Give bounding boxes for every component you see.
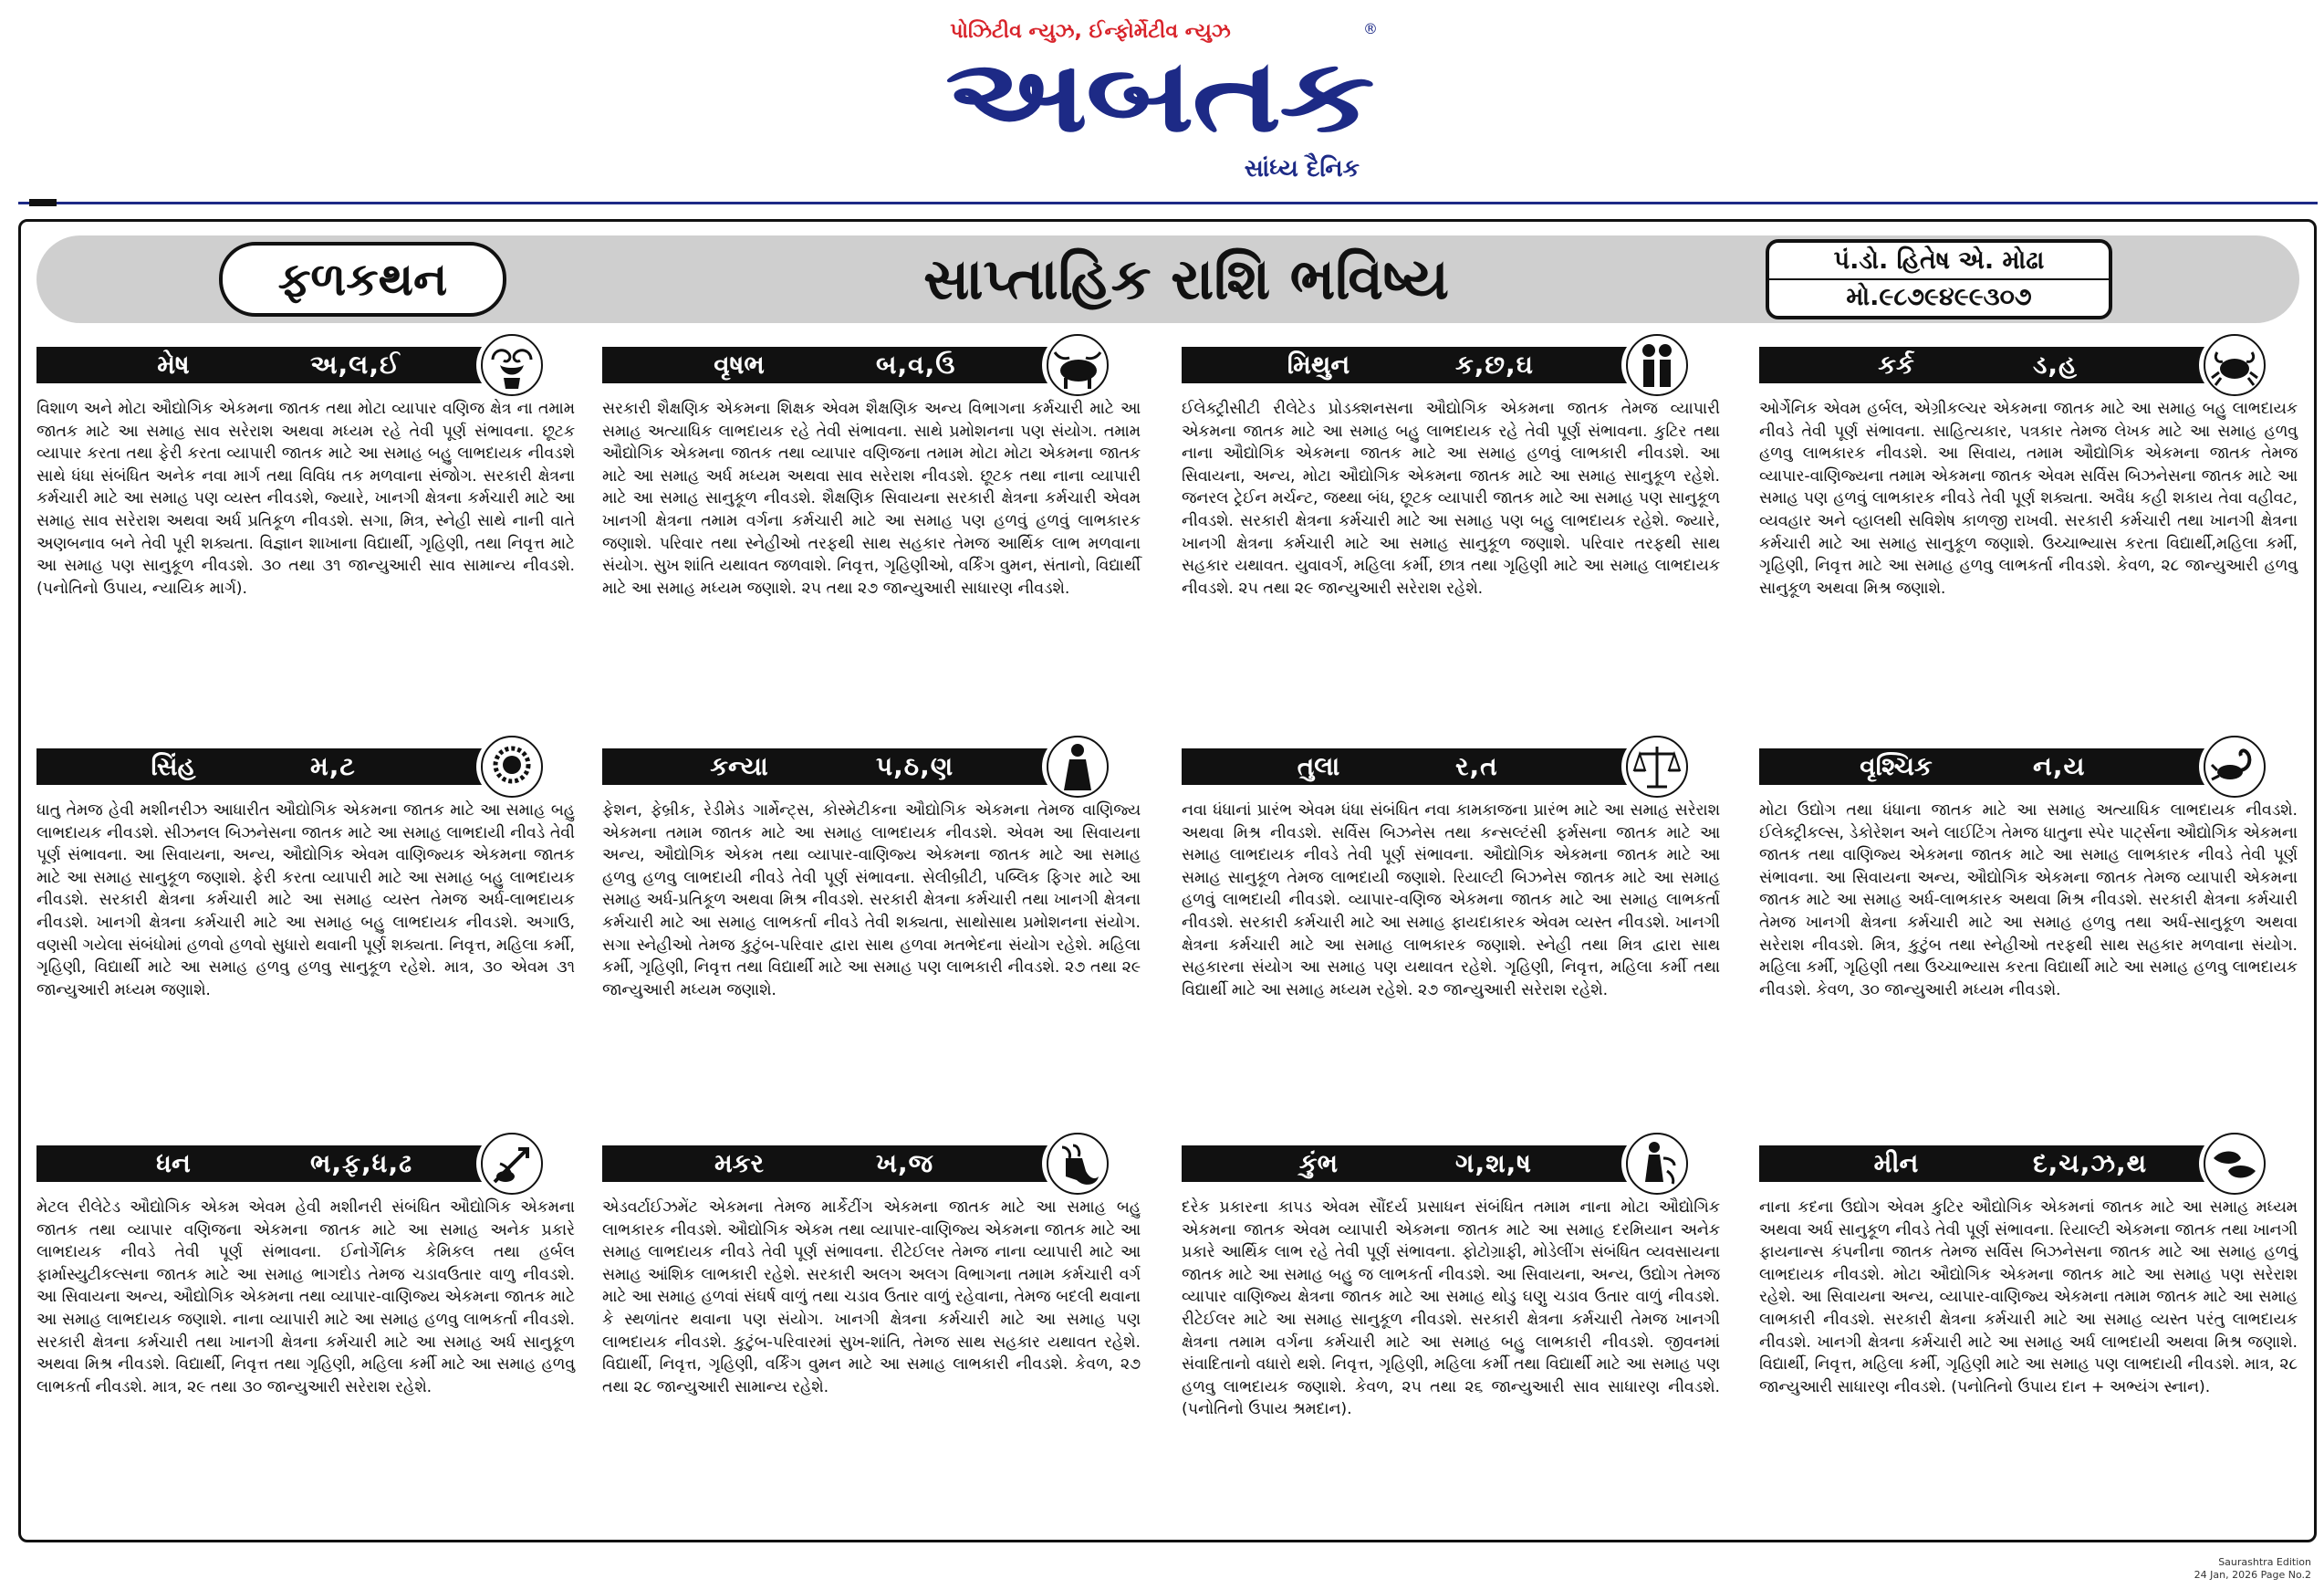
sign-title-bar [602,347,1077,383]
sign-prediction: મેટલ રીલેટેડ ઔદ્યોગિક એકમ એવમ હેવી મશીનરી સંબંધિત ઔદ્યોગિક એકમના જાતક તથા વ્યાપાર વણિજના એકમના જાતક માટે આ સમાહ અનેક પ્રકારે લાભદાયક નીવડે તેવી પૂર્ણ સંભાવના. ઈનોર્ગેનિક કેમિકલ તથા હર્બલ ફાર્માસ્યુટીકલ્સના જાતક માટે આ સમાહ ભાગદોડ તેમજ ચડાવઉતાર વાળુ નીવડશે. આ સિવાયના અન્ય, ઔદ્યોગિક એકમના તથા વ્યાપાર-વાણિજ્ય એકમના જાતક માટે આ સમાહ લાભદાયક જણાશે. નાના વ્યાપારી માટે આ સમાહ હળવુ લાભકર્તા નીવડશે. સરકારી ક્ષેત્રના કર્મચારી તથા ખાનગી ક્ષેત્રના કર્મચારી માટે આ સમાહ અર્ધ સાનુકૂળ અથવા મિશ્ર નીવડશે. વિદ્યાર્થી, નિવૃત્ત તથા ગૃહિણી, મહિલા કર્મી માટે આ સમાહ હળવુ લાભકર્તા નીવડશે. માત્ર, ૨૯ તથા ૩૦ જાન્યુઆરી સરેરાશ રહેશે. [36,1198,575,1396]
author-box [1766,239,2112,319]
sign-name: કર્ક [1878,350,1914,380]
sign-letters: ગ,શ,ષ [1455,1148,1532,1178]
sign-prediction: ઓર્ગેનિક એવમ હર્બલ, એગ્રીકલ્ચર એકમના જાતક માટે આ સમાહ બહુ લાભદાયક નીવડે તેવી પૂર્ણ સંભાવના. સાહિત્યકાર, પત્રકાર તેમજ લેખક માટે આ સમાહ હળવુ હળવુ લાભકારક નીવડશે. આ સિવાય, તમામ ઔદ્યોગિક એકમના જાતક તેમજ વ્યાપાર-વાણિજ્યના તમામ એકમના જાતક એવમ સર્વિસ બિઝનેસના જાતક માટે આ સમાહ પણ હળવું લાભકારક નીવડે તેવી પૂર્ણ શક્યતા. અવૈધ કહી શકાય તેવા વહીવટ, વ્યવહાર અને વ્હાલથી સવિશેષ કાળજી રાખવી. સરકારી કર્મચારી તથા ખાનગી ક્ષેત્રના કર્મચારી માટે આ સમાહ સાનુકૂળ જણાશે. ઉચ્ચાભ્યાસ કરતા વિદ્યાર્થી,મહિલા કર્મી, ગૃહિણી, નિવૃત્ત માટે આ સમાહ હળવુ લાભકર્તા નીવડશે. કેવળ, ૨૮ જાન્યુઆરી હળવુ સાનુકૂળ અથવા મિશ્ર જણાશે. [1759,400,2298,598]
sign-letters: પ,ઠ,ણ [876,751,954,781]
sign-letters: બ,વ,ઉ [876,350,956,380]
sign-header [1182,1136,1693,1189]
maiden-icon [1042,734,1113,800]
sign-header [36,739,547,792]
sign-letters: અ,લ,ઈ [310,350,401,380]
sign-title-bar [36,748,511,785]
edition-name: Saurashtra Edition [2218,1556,2311,1568]
author-phone: મો.૯૮૭૯૪૯૯૩૦૭ [1769,278,2109,315]
newspaper-subtitle: સાંધ્ય દૈનિક [1244,155,1360,183]
sign-letters: ડ,હ [2033,350,2078,380]
sign-header [1759,739,2270,792]
sign-prediction: દરેક પ્રકારના કાપડ એવમ સૌંદર્ય પ્રસાધન સંબંધિત તમામ નાના મોટા ઔદ્યોગિક એકમના જાતક એવમ વ્યાપારી એકમના જાતક માટે આ સમાહ દરમિયાન અનેક પ્રકારે આર્થિક લાભ રહે તેવી પૂર્ણ સંભાવના. ફોટોગ્રાફી, મોડેલીંગ સંબંધિત વ્યવસાયના જાતક માટે આ સમાહ બહુ જ લાભકર્તા નીવડશે. આ સિવાયના, અન્ય, ઉદ્યોગ તેમજ વ્યાપાર વાણિજ્ય ક્ષેત્રના જાતક માટે આ સમાહ થોડુ ઘણુ ચડાવ ઉતાર વાળું નીવડશે. રીટેઈલર માટે આ સમાહ સાનુકૂળ નીવડશે. સરકારી ક્ષેત્રના કર્મચારી તેમજ ખાનગી ક્ષેત્રના તમામ વર્ગના કર્મચારી માટે આ સમાહ બહુ લાભકારી નીવડશે. જીવનમાં સંવાદિતાનો વધારો થશે. નિવૃત્ત, ગૃહિણી, મહિલા કર્મી તથા વિદ્યાર્થી માટે આ સમાહ પણ હળવુ લાભદાયક જણાશે. કેવળ, ૨૫ તથા ૨૬ જાન્યુઆરી સાવ સાધારણ નીવડશે. (પનોતિનો ઉપાય શ્રમદાન). [1182,1198,1720,1419]
sign-title-bar [1759,1145,2234,1182]
author-name: પં.ડો. હિતેષ એ. મોઢા [1833,246,2045,275]
sign-title-bar [1759,748,2234,785]
scorpion-icon [2199,734,2270,800]
sign-header [602,739,1113,792]
scales-icon [1621,734,1693,800]
sign-name: કન્યા [710,751,768,781]
masthead-divider-accent [29,199,57,206]
sign-prediction: એડવર્ટાઈઝમેંટ એકમના તેમજ માર્કેટીંગ એકમના જાતક માટે આ સમાહ બહુ લાભકારક નીવડશે. ઔદ્યોગિક એકમ તથા વ્યાપાર-વાણિજ્ય એકમના જાતક માટે આ સમાહ લાભદાયક નીવડે તેવી પૂર્ણ સંભાવના. રીટેઈલર તેમજ નાના વ્યાપારી માટે આ સમાહ આંશિક લાભકારી રહેશે. સરકારી અલગ અલગ વિભાગના તમામ કર્મચારી વર્ગ માટે આ સમાહ હળવાં સંઘર્ષ વાળું તથા ચડાવ ઉતાર વાળું રહેવાના, તેમજ બદલી થવાના કે સ્થળાંતર થવાના પણ સંયોગ. ખાનગી ક્ષેત્રના કર્મચારી માટે આ સમાહ પણ લાભદાયક નીવડશે. કુટુંબ-પરિવારમાં સુખ-શાંતિ, તેમજ સાથ સહકાર યથાવત રહેશે. વિદ્યાર્થી, નિવૃત્ત, ગૃહિણી, વર્કિંગ વુમન માટે આ સમાહ લાભકારી નીવડશે. કેવળ, ૨૭ તથા ૨૮ જાન્યુઆરી સામાન્ય રહેશે. [602,1198,1141,1396]
sign-header [36,338,547,391]
sign-header [1759,338,2270,391]
sign-letters: ન,ય [2033,751,2086,781]
page-title: સાપ્તાહિક રાશિ ભવિષ્ય [923,246,1449,312]
registered-mark: ® [1363,20,1378,37]
sign-prediction: નવા ધંધાનાં પ્રારંભ એવમ ધંધા સંબંધિત નવા કામકાજના પ્રારંભ માટે આ સમાહ સરેરાશ અથવા મિશ્ર નીવડશે. સર્વિસ બિઝનેસ તથા કન્સલ્ટંસી ફર્મસના જાતક માટે આ સમાહ લાભદાયક નીવડે તેવી પૂર્ણ સંભાવના. ઔદ્યોગિક એકમના જાતક માટે આ સમાહ સાનુકૂળ તેમજ લાભદાયી જણાશે. રિયાલ્ટી બિઝનેસ જાતક માટે આ સમાહ હળવું લાભદાયી નીવડશે. વ્યાપાર-વણિજ એકમના જાતક માટે આ સમાહ લાભકર્તા નીવડશે. સરકારી કર્મચારી માટે આ સમાહ ફાયદાકારક એવમ વ્યસ્ત નીવડશે. ખાનગી ક્ષેત્રના કર્મચારી માટે આ સમાહ લાભકારક જણાશે. સ્નેહી તથા મિત્ર દ્વારા સાથ સહકારના સંયોગ આ સમાહ પણ યથાવત રહેશે. ગૃહિણી, નિવૃત્ત, મહિલા કર્મી તથા વિદ્યાર્થી માટે આ સમાહ મધ્યમ રહેશે. ૨૭ જાન્યુઆરી સરેરાશ રહેશે. [1182,801,1720,999]
sign-name: મિથુન [1287,350,1350,380]
goat-icon [1042,1131,1113,1197]
sign-title-bar [1182,748,1656,785]
sign-letters: ક,છ,ઘ [1455,350,1534,380]
edition-date-page: 24 Jan, 2026 Page No.2 [2194,1569,2311,1581]
edition-footer [2194,1556,2311,1582]
sign-title-bar [36,347,511,383]
ram-icon [476,332,547,398]
water-bearer-icon [1621,1131,1693,1197]
archer-icon [476,1131,547,1197]
sign-letters: ખ,જ [876,1148,934,1178]
sign-name: સિંહ [151,751,196,781]
sign-title-bar [602,1145,1077,1182]
crab-icon [2199,332,2270,398]
sign-prediction: ઈલેક્ટ્રીસીટી રીલેટેડ પ્રોડક્શનસના ઔદ્યોગિક એકમના જાતક તેમજ વ્યાપારી એકમના જાતક માટે આ સમાહ બહુ લાભદાયક રહે તેવી પૂર્ણ સંભાવના. કુટિર તથા નાના ઔદ્યોગિક એકમના જાતક માટે આ સમાહ હળવું લાભકારી નીવડશે. આ સિવાયના, અન્ય, મોટા ઔદ્યોગિક એકમના જાતક માટે આ સમાહ સાનુકૂળ રહેશે. જનરલ ટ્રેઈન મર્ચન્ટ, જથ્થા બંધ, છૂટક વ્યાપારી જાતક માટે આ સમાહ પણ સાનુકૂળ નીવડશે. સરકારી ક્ષેત્રના કર્મચારી માટે આ સમાહ પણ બહુ લાભદાયક રહેશે. જ્યારે, ખાનગી ક્ષેત્રના કર્મચારી માટે આ સમાહ સાનુકૂળ જણાશે. પરિવાર તરફથી સાથ સહકાર યથાવત. યુવાવર્ગ, મહિલા કર્મી, છાત્ર તથા ગૃહિણી માટે આ સમાહ લાભદાયક નીવડશે. ૨૫ તથા ૨૯ જાન્યુઆરી સરેરાશ રહેશે. [1182,400,1720,598]
sign-prediction: ફેશન, ફેબ્રીક, રેડીમેડ ગાર્મેન્ટ્સ, કોસ્મેટીકના ઔદ્યોગિક એકમના તેમજ વાણિજ્ય એકમના તમામ જાતક માટે આ સમાહ લાભદાયક નીવડશે. એવમ આ સિવાયના અન્ય, ઔદ્યોગિક એકમ તથા વ્યાપાર-વાણિજ્ય એકમના જાતક માટે આ સમાહ હળવુ હળવુ લાભદાયી નીવડે તેવી પૂર્ણ સંભાવના. સેલીબ્રીટી, પબ્લિક ફિગર માટે આ સમાહ અર્ધ-પ્રતિકૂળ અથવા મિશ્ર નીવડશે. સરકારી ક્ષેત્રના કર્મચારી તથા ખાનગી ક્ષેત્રના કર્મચારી માટે આ સમાહ લાભકર્તા નીવડે તેવી શક્યતા, સાથોસાથ પ્રમોશનના સંયોગ. સગા સ્નેહીઓ તેમજ કુટુંબ-પરિવાર દ્વારા સાથ હળવા મતભેદના સંયોગ રહેશે. મહિલા કર્મી, ગૃહિણી, નિવૃત્ત તથા વિદ્યાર્થી માટે આ સમાહ પણ લાભકારી નીવડશે. ૨૭ તથા ૨૯ જાન્યુઆરી મધ્યમ જણાશે. [602,801,1141,999]
tagline: પોઝિટીવ ન્યુઝ, ઈન્ફોર્મેટીવ ન્યુઝ [950,20,1231,43]
sign-header [1182,739,1693,792]
lion-icon [476,734,547,800]
bull-icon [1042,332,1113,398]
sign-header [36,1136,547,1189]
sign-name: ધન [156,1148,191,1178]
sign-name: મકર [714,1148,764,1178]
sign-prediction: મોટા ઉદ્યોગ તથા ધંધાના જાતક માટે આ સમાહ અત્યાધિક લાભદાયક નીવડશે. ઈલેક્ટ્રીકલ્સ, ડેકોરેશન અને લાઈટિંગ તેમજ ધાતુના સ્પેર પાર્ટ્સના ઔદ્યોગિક એકમના જાતક તથા વાણિજ્ય એકમના જાતક માટે આ સમાહ લાભકારક નીવડે તેવી પૂર્ણ સંભાવના. આ સિવાયના અન્ય, ઔદ્યોગિક એકમના જાતક તેમજ વ્યાપારી એકમના જાતક માટે આ સમાહ અર્ધ-લાભકારક અથવા મિશ્ર નીવડશે. સરકારી ક્ષેત્રના કર્મચારી તેમજ ખાનગી ક્ષેત્રના કર્મચારી માટે આ સમાહ હળવુ તથા અર્ધ-સાનુકૂળ અથવા સરેરાશ નીવડશે. મિત્ર, કુટુંબ તથા સ્નેહીઓ તરફથી સાથ સહકાર મળવાના સંયોગ. મહિલા કર્મી, ગૃહિણી તથા ઉચ્ચાભ્યાસ કરતા વિદ્યાર્થી માટે આ સમાહ હળવુ લાભદાયક નીવડશે. કેવળ, ૩૦ જાન્યુઆરી મધ્યમ નીવડશે. [1759,801,2298,999]
sign-prediction: નાના કદના ઉદ્યોગ એવમ કુટિર ઔદ્યોગિક એકમનાં જાતક માટે આ સમાહ મધ્યમ અથવા અર્ધ સાનુકૂળ નીવડે તેવી પૂર્ણ સંભાવના. રિયાલ્ટી એકમના જાતક તથા ખાનગી ફાયનાન્સ કંપનીના જાતક તેમજ સર્વિસ બિઝનેસના જાતક માટે આ સમાહ હળવું લાભદાયક નીવડશે. મોટા ઔદ્યોગિક એકમના જાતક માટે આ સમાહ પણ સરેરાશ રહેશે. આ સિવાયના અન્ય, વ્યાપાર-વાણિજ્ય એકમના તમામ જાતક માટે આ સમાહ લાભકારી નીવડશે. સરકારી ક્ષેત્રના કર્મચારી માટે આ સમાહ વ્યસ્ત પરંતુ લાભદાયક નીવડશે. ખાનગી ક્ષેત્રના કર્મચારી માટે આ સમાહ અર્ધ લાભદાયી અથવા મિશ્ર જણાશે. વિદ્યાર્થી, નિવૃત્ત, મહિલા કર્મી, ગૃહિણી માટે આ સમાહ પણ લાભદાયી નીવડશે. માત્ર, ૨૮ જાન્યુઆરી સાધારણ નીવડશે. (પનોતિનો ઉપાય દાન + અભ્યંગ સ્નાન). [1759,1198,2298,1396]
sign-title-bar [36,1145,511,1182]
sign-letters: ર,ત [1455,751,1498,781]
sign-header [1759,1136,2270,1189]
sign-name: તુલા [1297,751,1340,781]
masthead-divider [18,202,2318,204]
sign-letters: દ,ચ,ઝ,થ [2033,1148,2148,1178]
sign-prediction: ધાતુ તેમજ હેવી મશીનરીઝ આધારીત ઔદ્યોગિક એકમના જાતક માટે આ સમાહ બહુ લાભદાયક નીવડશે. સીઝનલ બિઝનેસના જાતક માટે આ સમાહ લાભદાયી નીવડે તેવી પૂર્ણ સંભાવના. આ સિવાયના, અન્ય, ઔદ્યોગિક એવમ વાણિજ્યક એકમના જાતક માટે આ સમાહ સાનુકૂળ જણાશે. ફેરી કરતા વ્યાપારી માટે આ સમાહ બહુ લાભદાયક નીવડશે. સરકારી ક્ષેત્રના કર્મચારી માટે આ સમાહ વ્યસ્ત તેમજ અર્ધ-લાભદાયક નીવડશે. ખાનગી ક્ષેત્રના કર્મચારી માટે આ સમાહ બહુ લાભદાયક નીવડશે. અગાઉ, વણસી ગયેલા સંબંધોમાં હળવો હળવો સુધારો થવાની પૂર્ણ શક્યતા. નિવૃત્ત, મહિલા કર્મી, ગૃહિણી, વિદ્યાર્થી માટે આ સમાહ હળવુ હળવુ સાનુકૂળ રહેશે. માત્ર, ૩૦ એવમ ૩૧ જાન્યુઆરી મધ્યમ જણાશે. [36,801,575,999]
sign-prediction: સરકારી શૈક્ષણિક એકમના શિક્ષક એવમ શૈક્ષણિક અન્ય વિભાગના કર્મચારી માટે આ સમાહ અત્યાધિક લાભદાયક રહે તેવી સંભાવના. સાથે પ્રમોશનના પણ સંયોગ. તમામ ઔદ્યોગિક એકમના જાતક તથા વ્યાપાર વણિજના તમામ મોટા મોટા એકમના જાતક માટે આ સમાહ અર્ધ મધ્યમ અથવા સાવ સરેરાશ નીવડશે. છૂટક તથા નાના વ્યાપારી માટે આ સમાહ સાનુકૂળ નીવડશે. શૈક્ષણિક સિવાયના સરકારી ક્ષેત્રના કર્મચારી એવમ ખાનગી ક્ષેત્રના તમામ વર્ગના કર્મચારી માટે આ સમાહ પણ હળવું હળવું લાભકારક જણાશે. પરિવાર તથા સ્નેહીઓ તરફથી સાથ સહકાર તેમજ આર્થિક લાભ મળવાના સંયોગ. સુખ શાંતિ યથાવત જળવાશે. નિવૃત્ત, ગૃહિણીઓ, વર્કિંગ વુમન, સંતાનો, વિદ્યાર્થી માટે આ સમાહ મધ્યમ જણાશે. ૨૫ તથા ૨૭ જાન્યુઆરી સાધારણ નીવડશે. [602,400,1141,598]
sign-title-bar [1759,347,2234,383]
sign-name: મીન [1873,1148,1919,1178]
newspaper-logo: અબતક [944,37,1373,154]
sign-title-bar [1182,1145,1656,1182]
sign-header [602,338,1113,391]
sign-name: કુંભ [1298,1148,1339,1178]
twins-icon [1621,332,1693,398]
sign-prediction: વિશાળ અને મોટા ઔદ્યોગિક એકમના જાતક તથા મોટા વ્યાપાર વણિજ ક્ષેત્ર ના તમામ જાતક માટે આ સમાહ સાવ સરેરાશ અથવા મધ્યમ રહે તેવી પૂર્ણ સંભાવના. છૂટક વ્યાપાર કરતા તથા ફેરી કરતા વ્યાપારી જાતક માટે આ સમાહ બહુ લાભદાયક નીવડશે સાથે ધંધા સંબંધિત અનેક નવા માર્ગ તથા વિવિધ તક મળવાના સંજોગ. સરકારી ક્ષેત્રના કર્મચારી માટે આ સમાહ પણ વ્યસ્ત નીવડશે, જ્યારે, ખાનગી ક્ષેત્રના કર્મચારી માટે આ સમાહ સાવ સરેરાશ અથવા અર્ધ પ્રતિકૂળ નીવડશે. સગા, મિત્ર, સ્નેહી સાથે નાની વાતે અણબનાવ બને તેવી પૂરી શક્યતા. વિજ્ઞાન શાખાના વિદ્યાર્થી, ગૃહિણી, તથા નિવૃત્ત માટે આ સમાહ પણ સાનુકૂળ નીવડશે. ૩૦ તથા ૩૧ જાન્યુઆરી સાવ સામાન્ય નીવડશે. (પનોતિનો ઉપાય, ન્યાયિક માર્ગ). [36,400,575,598]
sign-name: વૃશ્ચિક [1860,751,1933,781]
sign-title-bar [1182,347,1656,383]
sign-title-bar [602,748,1077,785]
sign-letters: મ,ટ [310,751,356,781]
section-label: ફળકથન [219,242,506,317]
sign-letters: ભ,ફ,ધ,ઢ [310,1148,413,1178]
masthead [0,0,2324,196]
fish-icon [2199,1131,2270,1197]
sign-header [602,1136,1113,1189]
sign-name: વૃષભ [714,350,765,380]
sign-header [1182,338,1693,391]
sign-name: મેષ [157,350,190,380]
